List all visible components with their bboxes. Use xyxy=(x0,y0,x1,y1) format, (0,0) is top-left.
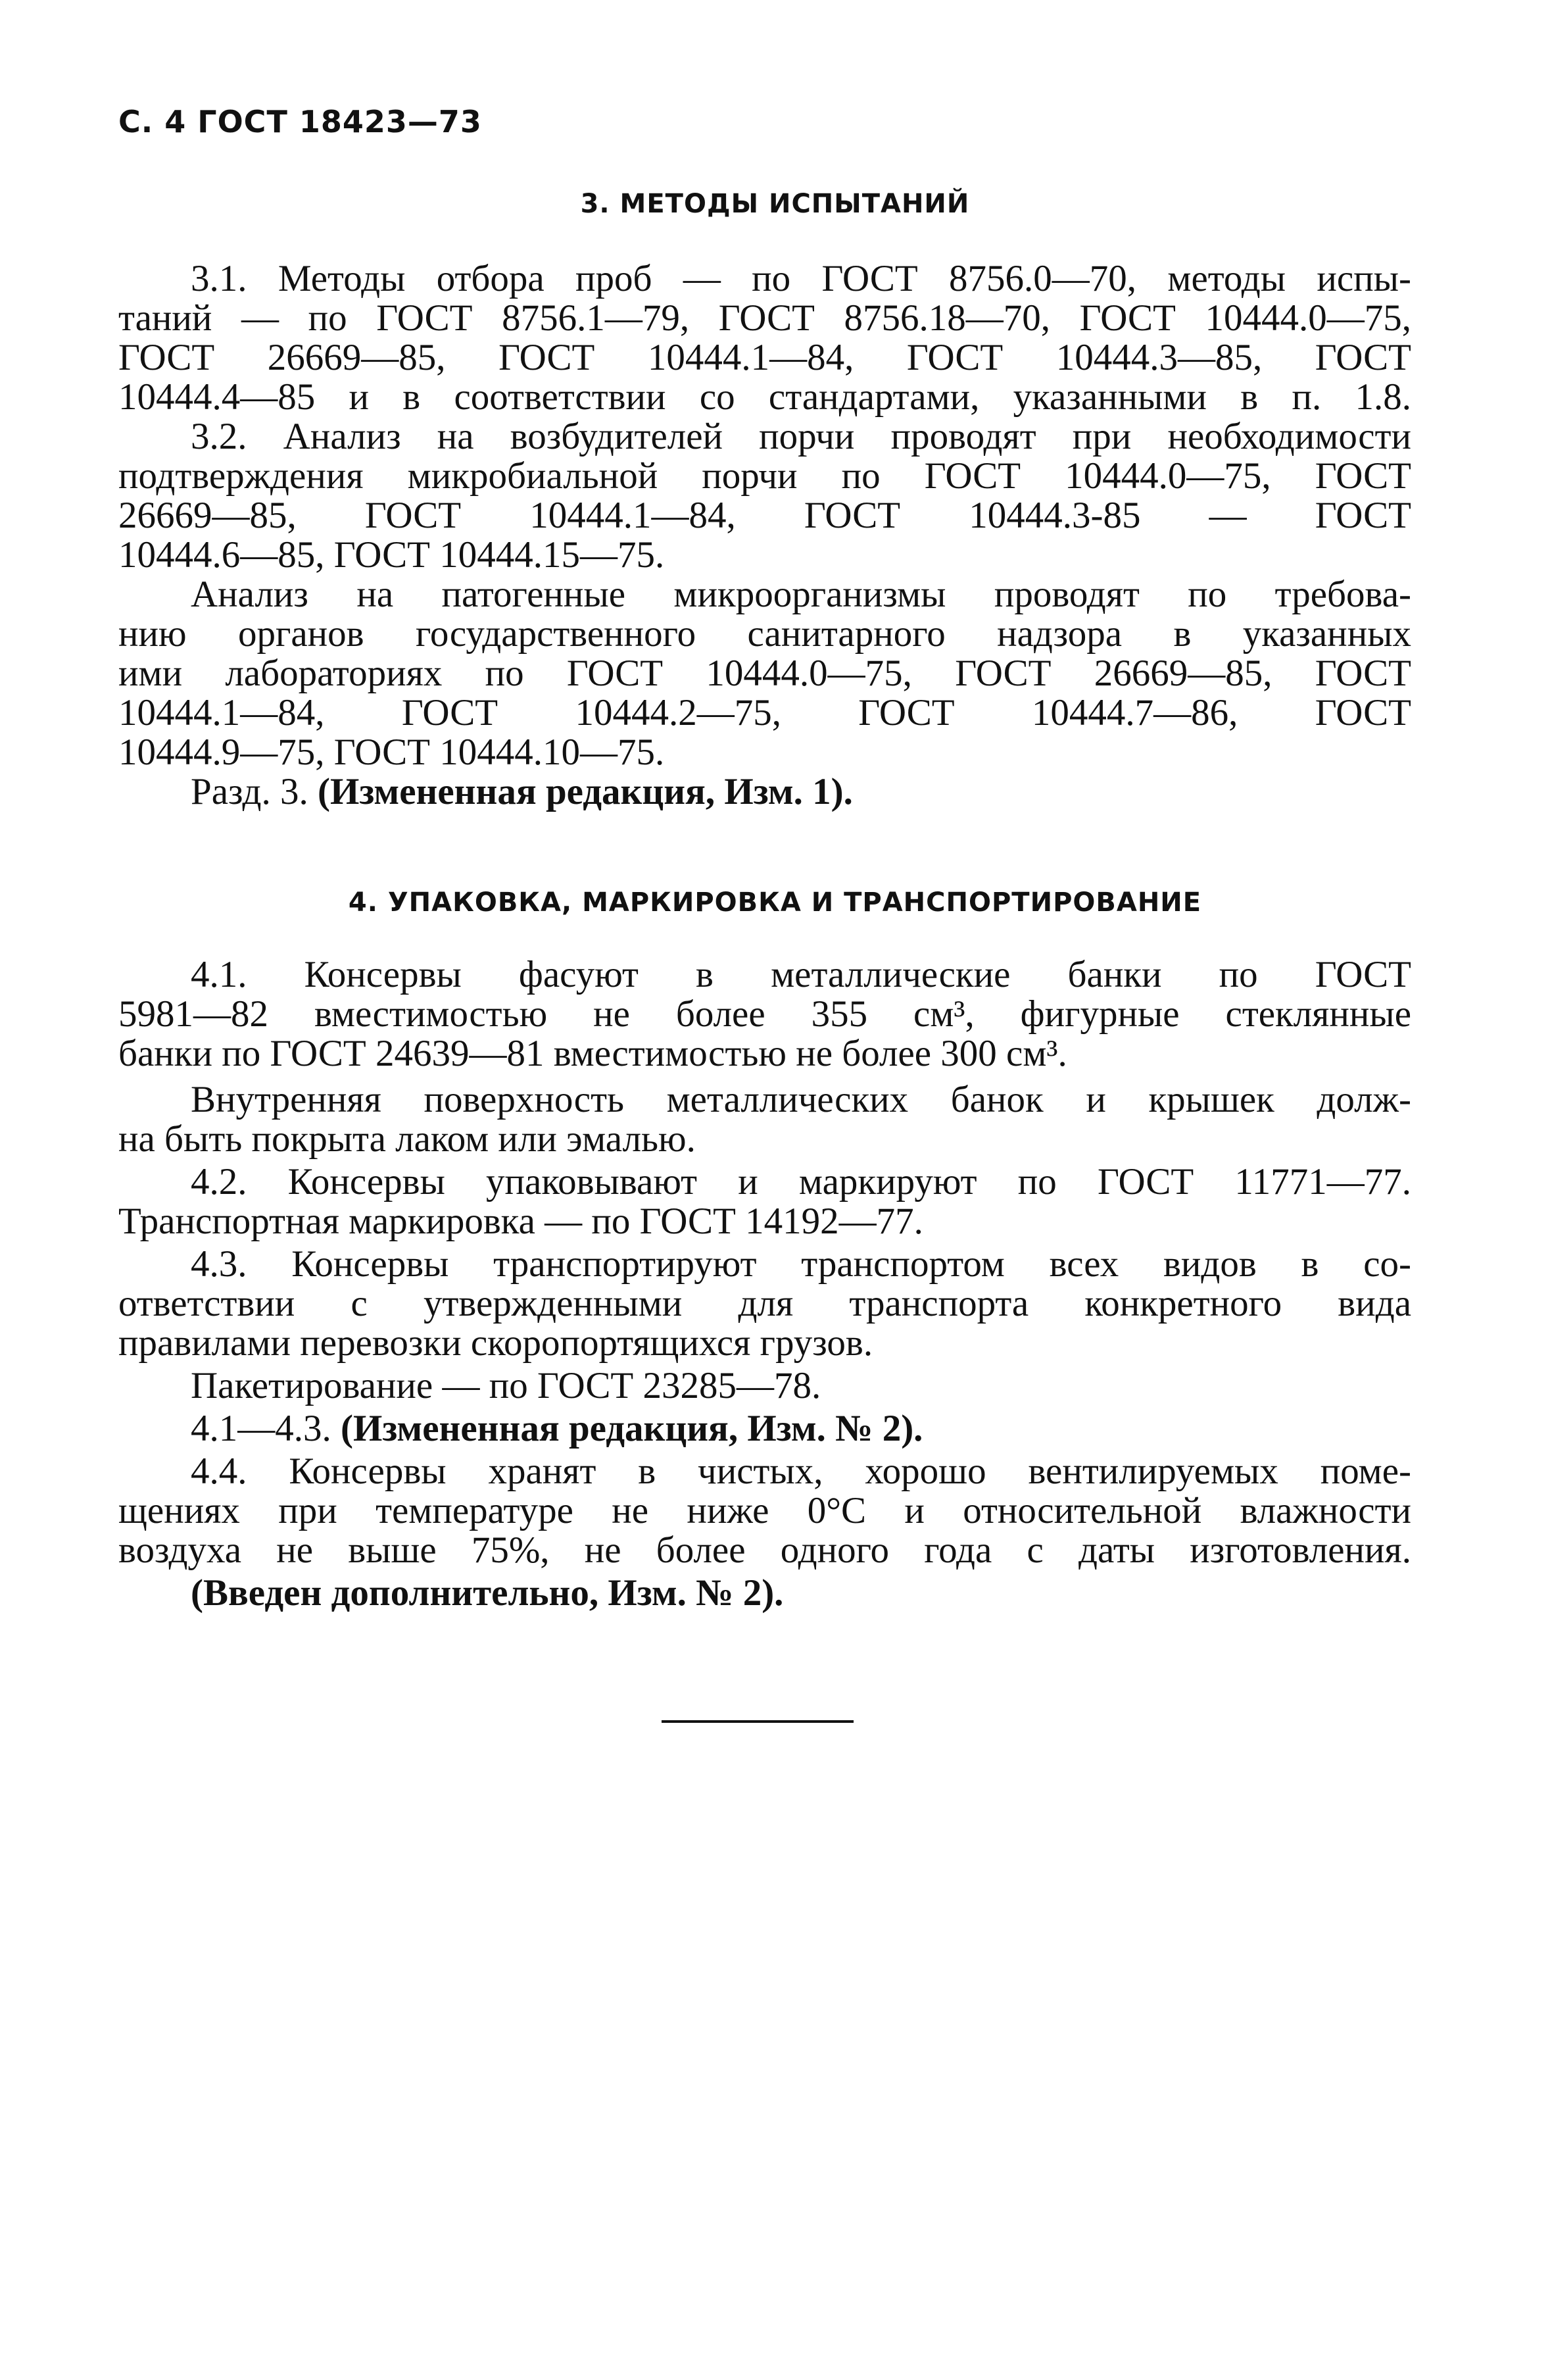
text-line: на быть покрыта лаком или эмалью. xyxy=(118,1118,696,1160)
amendment-note xyxy=(191,1408,1411,1450)
text-line: 4.2. Консервы упаковывают и маркируют по ГОСТ 11771—77. xyxy=(191,1161,1411,1202)
text-line: 4.3. Консервы транспортируют транспортом всех видов в со- xyxy=(191,1243,1411,1285)
text-line: ими лабораториях по ГОСТ 10444.0—75, ГОСТ 26669—85, ГОСТ xyxy=(118,653,1411,694)
text-line: 4.4. Консервы хранят в чистых, хорошо вентилируемых поме- xyxy=(191,1450,1411,1492)
section-4-heading: 4. УПАКОВКА, МАРКИРОВКА И ТРАНСПОРТИРОВАНИЕ xyxy=(348,887,1202,918)
text-line: 10444.1—84, ГОСТ 10444.2—75, ГОСТ 10444.7—86, ГОСТ xyxy=(118,692,1411,733)
amendment-note-text: (Измененная редакция, Изм. 1). xyxy=(318,771,853,812)
text-line: 3.1. Методы отбора проб — по ГОСТ 8756.0—70, методы испы- xyxy=(191,258,1411,299)
text-line: правилами перевозки скоропортящихся грузов. xyxy=(118,1322,873,1364)
text-line: 10444.4—85 и в соответствии со стандартами, указанными в п. 1.8. xyxy=(118,376,1411,418)
text-line: 5981—82 вместимостью не более 355 см³, фигурные стеклянные xyxy=(118,993,1411,1035)
amendment-note-text: (Измененная редакция, Изм. № 2). xyxy=(341,1408,923,1449)
text-line: ответствии с утвержденными для транспорта конкретного вида xyxy=(118,1283,1411,1324)
text-line: 4.1. Консервы фасуют в металлические банки по ГОСТ xyxy=(191,954,1411,995)
section-3-heading: 3. МЕТОДЫ ИСПЫТАНИЙ xyxy=(580,189,970,219)
amendment-note-prefix: 4.1—4.3. xyxy=(191,1408,341,1449)
page-header: С. 4 ГОСТ 18423—73 xyxy=(118,104,482,139)
text-line: таний — по ГОСТ 8756.1—79, ГОСТ 8756.18—70, ГОСТ 10444.0—75, xyxy=(118,297,1411,339)
text-line: Анализ на патогенные микроорганизмы проводят по требова- xyxy=(191,574,1411,615)
text-line: банки по ГОСТ 24639—81 вместимостью не более 300 см³. xyxy=(118,1033,1067,1074)
text-line: ГОСТ 26669—85, ГОСТ 10444.1—84, ГОСТ 10444.3—85, ГОСТ xyxy=(118,337,1411,378)
amendment-note: (Введен дополнительно, Изм. № 2). xyxy=(191,1572,784,1614)
text-line: подтверждения микробиальной порчи по ГОСТ 10444.0—75, ГОСТ xyxy=(118,455,1411,497)
text-line: щениях при температуре не ниже 0°С и относительной влажности xyxy=(118,1490,1411,1531)
text-line: Транспортная маркировка — по ГОСТ 14192—77. xyxy=(118,1201,923,1242)
text-line: 10444.9—75, ГОСТ 10444.10—75. xyxy=(118,731,665,773)
text-line: 3.2. Анализ на возбудителей порчи проводят при необходимости xyxy=(191,416,1411,457)
amendment-note-prefix: Разд. 3. xyxy=(191,771,318,812)
end-rule xyxy=(662,1720,854,1723)
text-line: 26669—85, ГОСТ 10444.1—84, ГОСТ 10444.3-85 — ГОСТ xyxy=(118,495,1411,536)
text-line: Внутренняя поверхность металлических банок и крышек долж- xyxy=(191,1079,1411,1120)
text-line: 10444.6—85, ГОСТ 10444.15—75. xyxy=(118,534,665,576)
text-line: Пакетирование — по ГОСТ 23285—78. xyxy=(191,1365,821,1406)
text-line: воздуха не выше 75%, не более одного года с даты изготовления. xyxy=(118,1529,1411,1571)
text-line: нию органов государственного санитарного надзора в указанных xyxy=(118,613,1411,655)
amendment-note xyxy=(191,771,1411,813)
